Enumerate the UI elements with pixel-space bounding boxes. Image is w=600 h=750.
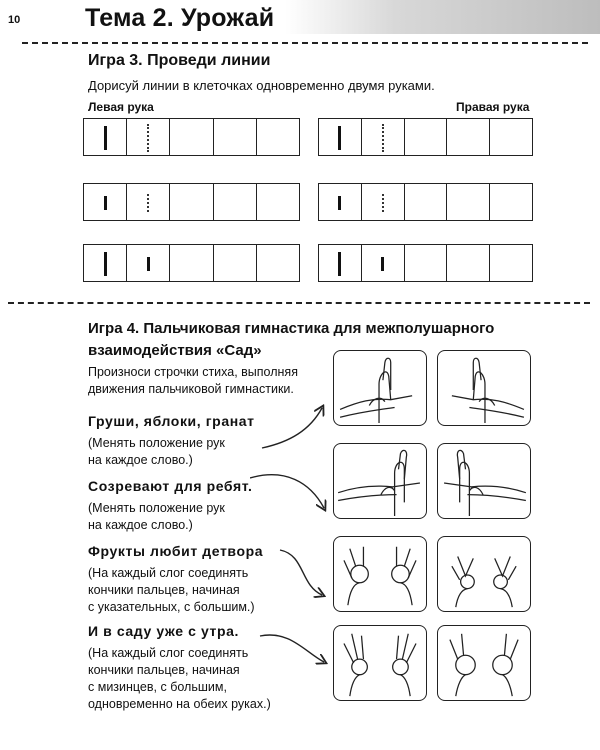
grid-cell[interactable] [84,184,127,220]
verse-1-note [88,435,225,469]
grid-cell[interactable] [490,119,532,155]
left-grid-3 [83,244,300,282]
note-line: с мизинцев, с большим, [88,680,227,694]
left-hand-label: Левая рука [88,100,154,114]
grid-cell[interactable] [447,119,490,155]
grid-cell[interactable] [127,119,170,155]
left-grid-2 [83,183,300,221]
grid-cell[interactable] [362,119,405,155]
grid-cell[interactable] [84,245,127,281]
dotted-line [147,194,149,212]
hand-photo-4b [437,625,531,701]
grid-cell[interactable] [214,184,257,220]
note-line: (Менять положение рук [88,501,225,515]
grid-cell[interactable] [319,184,362,220]
header-decoration [285,0,600,34]
verse-3-note [88,565,255,616]
grid-cell[interactable] [214,119,257,155]
game4-intro-line2: движения пальчиковой гимнастики. [88,382,294,396]
solid-line [338,196,341,210]
left-grid-1 [83,118,300,156]
verse-2: Созревают для ребят. [88,478,253,494]
game3-title: Игра 3. Проведи линии [88,52,271,69]
right-hand-label: Правая рука [456,100,530,114]
note-line: (Менять положение рук [88,436,225,450]
grid-cell[interactable] [84,119,127,155]
grid-cell[interactable] [170,119,213,155]
note-line: кончики пальцев, начиная [88,663,240,677]
grid-cell[interactable] [170,245,213,281]
grid-cell[interactable] [127,245,170,281]
solid-line [381,257,384,271]
grid-cell[interactable] [405,245,448,281]
right-grid-2 [318,183,533,221]
section-divider [8,302,590,304]
solid-line [338,126,341,150]
hand-photo-3b [437,536,531,612]
right-grid-1 [318,118,533,156]
topic-title: Тема 2. Урожай [85,4,275,32]
grid-cell[interactable] [257,184,299,220]
verse-4-note [88,645,271,713]
note-line: на каждое слово.) [88,518,193,532]
hand-photo-1a [333,350,427,426]
verse-2-note [88,500,225,534]
right-grid-3 [318,244,533,282]
grid-cell[interactable] [257,245,299,281]
grid-cell[interactable] [362,184,405,220]
arrow-3 [280,550,322,595]
note-line: одновременно на обеих руках.) [88,697,271,711]
note-line: кончики пальцев, начиная [88,583,240,597]
game3-instruction: Дорисуй линии в клеточках одновременно двумя руками. [88,78,435,93]
verse-4: И в саду уже с утра. [88,623,240,639]
hand-photo-2b [437,443,531,519]
arrow-2 [250,475,324,508]
dotted-line [147,124,149,152]
grid-cell[interactable] [319,245,362,281]
verse-1: Груши, яблоки, гранат [88,413,255,429]
grid-cell[interactable] [170,184,213,220]
page-number: 10 [8,14,21,26]
verse-3: Фрукты любит детвора [88,543,264,559]
hand-photo-2a [333,443,427,519]
game4-intro-line1: Произноси строчки стиха, выполняя [88,365,298,379]
arrow-1 [262,408,322,448]
solid-line [104,196,107,210]
dotted-line [382,124,384,152]
grid-cell[interactable] [490,245,532,281]
hand-photo-1b [437,350,531,426]
game4-title-line1: Игра 4. Пальчиковая гимнастика для межполушарного [88,320,495,337]
grid-cell[interactable] [405,184,448,220]
grid-cell[interactable] [447,184,490,220]
grid-cell[interactable] [257,119,299,155]
note-line: на каждое слово.) [88,453,193,467]
solid-line [104,126,107,150]
grid-cell[interactable] [127,184,170,220]
solid-line [147,257,150,271]
grid-cell[interactable] [214,245,257,281]
hand-photo-4a [333,625,427,701]
grid-cell[interactable] [405,119,448,155]
note-line: (На каждый слог соединять [88,646,249,660]
note-line: (На каждый слог соединять [88,566,249,580]
note-line: с указательных, с большим.) [88,600,255,614]
solid-line [104,252,107,276]
grid-cell[interactable] [490,184,532,220]
dotted-line [382,194,384,212]
header-divider [22,42,588,44]
solid-line [338,252,341,276]
arrow-4 [260,635,324,662]
grid-cell[interactable] [362,245,405,281]
grid-cell[interactable] [319,119,362,155]
game4-title-line2: взаимодействия «Сад» [88,342,262,359]
grid-cell[interactable] [447,245,490,281]
arrows-layer [250,390,340,690]
hand-photo-3a [333,536,427,612]
